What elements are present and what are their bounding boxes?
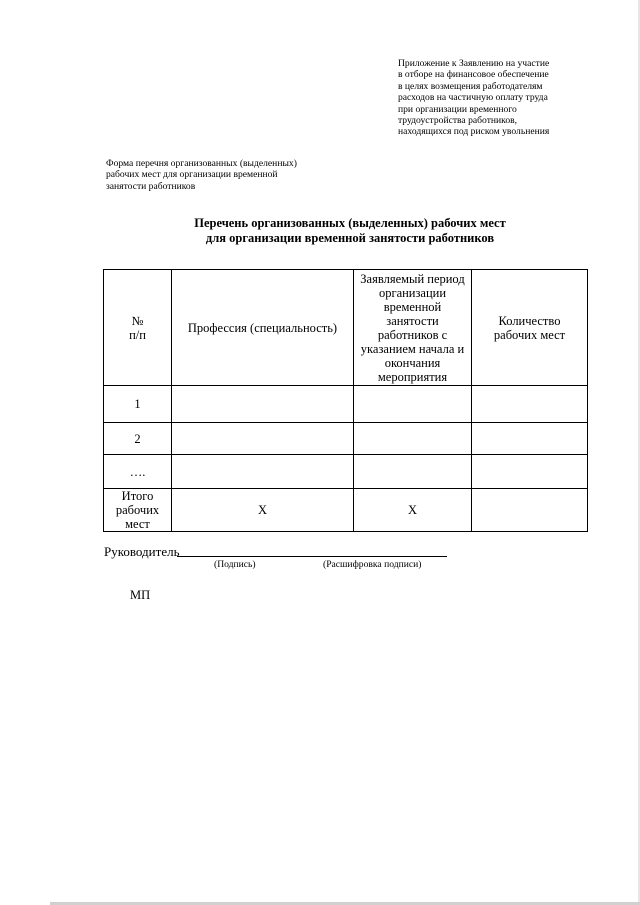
cell-num: 2: [104, 423, 172, 455]
appendix-line: Приложение к Заявлению на участие: [398, 58, 550, 69]
table-row: [104, 455, 588, 489]
cell-period: [354, 455, 472, 489]
header-period: Заявляемый период организации временной занятости работников с указанием начала и окончания мероприятия: [354, 270, 472, 386]
cell-profession: [172, 386, 354, 423]
workplaces-table: [103, 269, 588, 532]
appendix-line: находящихся под риском увольнения: [398, 126, 550, 138]
signature-line: [177, 556, 447, 557]
appendix-line: трудоустройства работников,: [398, 115, 518, 127]
document-title: [100, 216, 600, 246]
title-line: Перечень организованных (выделенных) рабочих мест: [194, 216, 506, 230]
header-profession: Профессия (специальность): [172, 270, 354, 386]
cell-period: [354, 386, 472, 423]
cell-num: 1: [104, 386, 172, 423]
total-count: [472, 489, 588, 532]
stamp-place: МП: [130, 588, 151, 602]
cell-count: [472, 423, 588, 455]
signature-sub-decode: (Расшифровка подписи): [323, 559, 422, 570]
cell-count: [472, 386, 588, 423]
header-num: № п/п: [104, 270, 172, 386]
cell-count: [472, 455, 588, 489]
appendix-line: расходов на частичную оплату труда: [398, 92, 548, 104]
form-label: [106, 158, 326, 192]
signature-label: Руководитель: [104, 544, 180, 559]
appendix-note: [398, 58, 598, 138]
form-label-line: рабочих мест для организации временной: [106, 169, 278, 181]
table-row: [104, 386, 588, 423]
cell-profession: [172, 423, 354, 455]
form-label-line: Форма перечня организованных (выделенных): [106, 158, 297, 169]
cell-num: ….: [104, 455, 172, 489]
total-period: Х: [354, 489, 472, 532]
table-header-row: [104, 270, 588, 386]
appendix-line: при организации временного: [398, 103, 517, 115]
table-total-row: [104, 489, 588, 532]
appendix-line: в целях возмещения работодателям: [398, 80, 543, 92]
cell-period: [354, 423, 472, 455]
appendix-line: в отборе на финансовое обеспечение: [398, 69, 549, 81]
table-row: [104, 423, 588, 455]
signature-sub-sign: (Подпись): [214, 559, 256, 570]
total-profession: Х: [172, 489, 354, 532]
header-count: Количество рабочих мест: [472, 270, 588, 386]
total-label: Итого рабочих мест: [104, 489, 172, 532]
cell-profession: [172, 455, 354, 489]
form-label-line: занятости работников: [106, 180, 196, 192]
title-line: для организации временной занятости работников: [205, 231, 495, 245]
